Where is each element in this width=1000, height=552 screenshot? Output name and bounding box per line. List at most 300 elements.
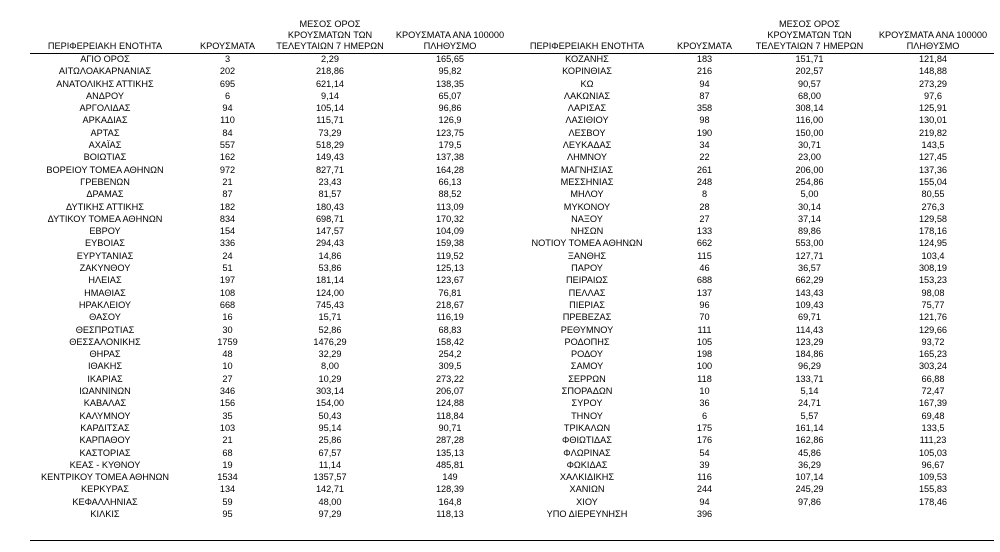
region-cell: ΚΕΦΑΛΛΗΝΙΑΣ [72,496,138,507]
avg-7-days-cell: 181,14 [315,275,345,286]
region-cell: ΧΑΛΚΙΔΙΚΗΣ [559,472,615,483]
region-cell: ΚΙΛΚΙΣ [90,508,120,519]
cases-cell: 59 [222,496,233,507]
table-row [30,287,994,299]
table-row [30,201,994,213]
cases-cell: 688 [696,275,713,286]
table-row [30,483,994,495]
table-row [30,139,994,151]
cases-cell: 27 [699,213,710,224]
cases-cell: 22 [699,152,710,163]
cases-cell: 190 [696,127,713,138]
cases-cell: 51 [222,263,233,274]
avg-7-days-cell: 308,14 [795,103,824,114]
header-cases: ΚΡΟΥΣΜΑΤΑ [199,41,256,51]
per-100k-cell: 66,13 [438,176,462,187]
cases-cell: 198 [696,349,713,360]
table-row [30,250,994,262]
table-row [30,53,994,65]
table-row [30,65,994,77]
cases-cell: 154 [219,226,236,237]
per-100k-cell: 118,84 [436,410,464,421]
region-cell: ΧΙΟΥ [576,496,598,507]
region-cell: ΜΕΣΣΗΝΙΑΣ [560,176,614,187]
region-cell: ΣΠΟΡΑΔΩΝ [561,386,613,397]
cases-cell: 103 [219,422,236,433]
region-cell: ΛΑΚΩΝΙΑΣ [563,90,611,101]
table-row [30,311,994,323]
avg-7-days-cell: 827,71 [315,164,345,175]
header-cases: ΚΡΟΥΣΜΑΤΑ [676,41,733,51]
per-100k-cell: 123,75 [435,127,465,138]
table-row [30,385,994,397]
per-100k-cell: 485,81 [435,459,465,470]
cases-cell: 16 [222,312,233,323]
cases-cell: 134 [219,484,236,495]
table-row [30,274,994,286]
avg-7-days-cell: 115,71 [316,115,344,126]
region-cell: ΑΝΑΤΟΛΙΚΗΣ ΑΤΤΙΚΗΣ [56,78,154,89]
per-100k-cell: 121,84 [918,54,948,64]
cases-cell: 216 [696,66,713,77]
avg-7-days-cell: 73,29 [318,127,342,138]
cases-cell: 176 [696,435,713,446]
region-cell: ΚΟΖΑΝΗΣ [565,54,609,64]
cases-cell: 110 [220,115,235,126]
per-100k-cell: 88,52 [438,189,462,200]
region-cell: ΘΗΡΑΣ [89,349,121,360]
cases-cell: 108 [219,287,236,298]
avg-7-days-cell: 81,57 [318,189,342,200]
per-100k-cell: 130,01 [918,115,948,126]
cases-cell: 175 [696,422,713,433]
table-body [30,53,994,520]
region-cell: ΑΡΤΑΣ [90,127,120,138]
per-100k-cell: 66,88 [921,373,945,384]
cases-cell: 118 [697,373,712,384]
cases-cell: 19 [222,459,233,470]
region-cell: ΥΠΟ ΔΙΕΡΕΥΝΗΣΗ [546,508,628,519]
cases-cell: 96 [699,299,710,310]
region-cell: ΕΥΒΟΙΑΣ [85,238,125,249]
region-cell: ΣΥΡΟΥ [571,398,603,409]
header-per-100k: ΚΡΟΥΣΜΑΤΑ ΑΝΑ 100000 ΠΛΗΘΥΣΜΟ [878,30,988,51]
avg-7-days-cell: 95,14 [318,422,342,433]
avg-7-days-cell: 698,71 [315,213,345,224]
per-100k-cell: 276,3 [921,201,945,212]
per-100k-cell: 124,95 [918,238,948,249]
avg-7-days-cell: 154,00 [315,398,345,409]
cases-cell: 35 [222,410,233,421]
header-region: ΠΕΡΙΦΕΡΕΙΑΚΗ ΕΝΟΤΗΤΑ [47,41,163,51]
per-100k-cell: 118,13 [436,508,464,519]
avg-7-days-cell: 162,86 [795,435,824,446]
region-cell: ΜΗΛΟΥ [570,189,604,200]
region-cell: ΡΟΔΟΠΗΣ [564,336,610,347]
avg-7-days-cell: 127,71 [795,250,824,261]
per-100k-cell: 76,81 [438,287,462,298]
per-100k-cell: 90,71 [438,422,462,433]
region-cell: ΡΟΔΟΥ [570,349,603,360]
avg-7-days-cell: 202,57 [795,66,824,77]
cases-cell: 46 [699,263,710,274]
avg-7-days-cell: 109,43 [795,299,824,310]
region-cell: ΚΑΣΤΟΡΙΑΣ [79,447,131,458]
per-100k-cell: 155,83 [918,484,948,495]
avg-7-days-cell: 11,14 [318,459,342,470]
region-cell: ΗΛΕΙΑΣ [88,275,122,286]
region-cell: ΑΡΚΑΔΙΑΣ [82,115,128,126]
header-avg-7-days: ΜΕΣΟΣ ΟΡΟΣ ΚΡΟΥΣΜΑΤΩΝ ΤΩΝ ΤΕΛΕΥΤΑΙΩΝ 7 ΗΜΕΡΩΝ [755,19,864,51]
per-100k-cell: 137,38 [435,152,465,163]
cases-cell: 3 [224,54,231,64]
table-row [30,360,994,372]
cases-cell: 10 [222,361,233,372]
cases-cell: 133 [696,226,713,237]
avg-7-days-cell: 218,86 [315,66,345,77]
region-cell: ΑΝΔΡΟΥ [85,90,124,101]
cases-cell: 68 [222,447,233,458]
table-row [30,447,994,459]
table-row [30,299,994,311]
per-100k-cell: 123,67 [435,275,465,286]
avg-7-days-cell: 303,14 [315,386,345,397]
region-cell: ΛΗΜΝΟΥ [566,152,608,163]
per-100k-cell: 303,24 [918,361,948,372]
region-cell: ΚΕΡΚΥΡΑΣ [81,484,129,495]
region-cell: ΗΜΑΘΙΑΣ [84,287,126,298]
table-row [30,90,994,102]
avg-7-days-cell: 147,57 [315,226,345,237]
avg-7-days-cell: 294,43 [315,238,345,249]
region-cell: ΦΘΙΩΤΙΔΑΣ [561,435,612,446]
per-100k-cell: 137,36 [918,164,948,175]
per-100k-cell: 103,4 [921,250,945,261]
avg-7-days-cell: 96,29 [798,361,821,372]
avg-7-days-cell: 14,86 [318,250,342,261]
avg-7-days-cell: 143,43 [795,287,824,298]
per-100k-cell: 133,5 [921,422,945,433]
avg-7-days-cell: 89,86 [798,226,821,237]
cases-cell: 39 [699,459,710,470]
cases-cell: 28 [699,201,710,212]
region-cell: ΚΑΡΔΙΤΣΑΣ [80,422,130,433]
avg-7-days-cell: 105,14 [315,103,345,114]
region-cell: ΒΟΡΕΙΟΥ ΤΟΜΕΑ ΑΘΗΝΩΝ [46,164,164,175]
region-cell: ΝΗΣΩΝ [570,226,604,237]
header-per-100k: ΚΡΟΥΣΜΑΤΑ ΑΝΑ 100000 ΠΛΗΘΥΣΜΟ [395,30,505,51]
region-cell: ΔΡΑΜΑΣ [86,189,124,200]
avg-7-days-cell: 245,29 [795,484,824,495]
per-100k-cell: 164,28 [435,164,465,175]
region-cell: ΣΑΜΟΥ [570,361,604,372]
cases-cell: 21 [222,176,233,187]
cases-cell: 662 [696,238,713,249]
cases-cell: 162 [219,152,236,163]
avg-7-days-cell: 553,00 [795,238,824,249]
region-cell: ΜΥΚΟΝΟΥ [563,201,611,212]
region-cell: ΕΒΡΟΥ [89,226,121,237]
avg-7-days-cell: 621,14 [315,78,345,89]
per-100k-cell: 68,83 [438,324,462,335]
cases-cell: 261 [696,164,713,175]
avg-7-days-cell: 114,43 [795,324,824,335]
cases-cell: 834 [219,213,236,224]
cases-cell: 24 [222,250,233,261]
region-cell: ΚΑΛΥΜΝΟΥ [79,410,131,421]
region-cell: ΕΥΡΥΤΑΝΙΑΣ [76,250,134,261]
avg-7-days-cell: 90,57 [798,78,821,89]
cases-table [30,11,994,541]
table-header [30,11,994,54]
table-row [30,373,994,385]
region-cell: ΔΥΤΙΚΟΥ ΤΟΜΕΑ ΑΘΗΝΩΝ [47,213,163,224]
per-100k-cell: 126,9 [438,115,462,126]
table-row [30,508,994,520]
avg-7-days-cell: 107,14 [795,472,824,483]
per-100k-cell: 109,53 [918,472,948,483]
region-cell: ΙΩΑΝΝΙΝΩΝ [79,386,131,397]
table-row [30,78,994,90]
avg-7-days-cell: 161,14 [795,422,824,433]
per-100k-cell: 149 [442,472,458,483]
cases-cell: 346 [219,386,236,397]
region-cell: ΚΕΑΣ - ΚΥΘΝΟΥ [69,459,141,470]
per-100k-cell: 125,13 [435,263,465,274]
avg-7-days-cell: 180,43 [315,201,345,212]
table-row [30,114,994,126]
region-cell: ΓΡΕΒΕΝΩΝ [80,176,130,187]
per-100k-cell: 309,5 [438,361,462,372]
region-cell: ΣΕΡΡΩΝ [568,373,606,384]
table-row [30,102,994,114]
table-row [30,176,994,188]
cases-cell: 557 [219,140,236,151]
per-100k-cell: 159,38 [435,238,465,249]
avg-7-days-cell: 124,00 [315,287,345,298]
per-100k-cell: 135,13 [435,447,465,458]
region-cell: ΦΛΩΡΙΝΑΣ [563,447,611,458]
cases-cell: 105 [696,336,713,347]
table-row [30,459,994,471]
cases-cell: 115 [697,250,712,261]
cases-cell: 34 [699,140,710,151]
avg-7-days-cell: 67,57 [318,447,342,458]
per-100k-cell: 167,39 [918,398,948,409]
cases-cell: 182 [219,201,236,212]
cases-cell: 94 [222,103,233,114]
cases-cell: 30 [222,324,233,335]
region-cell: ΤΗΝΟΥ [571,410,603,421]
per-100k-cell: 72,47 [921,386,945,397]
cases-cell: 84 [222,127,233,138]
avg-7-days-cell: 97,29 [318,508,342,519]
per-100k-cell: 165,65 [435,54,465,64]
per-100k-cell: 254,2 [438,349,462,360]
avg-7-days-cell: 5,57 [800,410,819,421]
cases-cell: 972 [219,164,236,175]
per-100k-cell: 96,67 [921,459,945,470]
avg-7-days-cell: 123,29 [795,336,824,347]
per-100k-cell: 124,88 [435,398,465,409]
table-row [30,164,994,176]
avg-7-days-cell: 10,29 [318,373,342,384]
per-100k-cell: 95,82 [438,66,462,77]
per-100k-cell: 69,48 [921,410,945,421]
per-100k-cell: 308,19 [918,263,948,274]
per-100k-cell: 158,42 [435,336,465,347]
cases-cell: 87 [699,90,710,101]
per-100k-cell: 111,23 [919,435,947,446]
table-row [30,336,994,348]
per-100k-cell: 273,22 [435,373,465,384]
per-100k-cell: 219,82 [918,127,948,138]
avg-7-days-cell: 23,00 [798,152,821,163]
cases-cell: 94 [699,78,710,89]
avg-7-days-cell: 1357,57 [313,472,347,483]
avg-7-days-cell: 133,71 [795,373,824,384]
cases-cell: 358 [696,103,713,114]
per-100k-cell: 143,5 [921,140,945,151]
cases-cell: 202 [219,66,236,77]
per-100k-cell: 93,72 [921,336,945,347]
avg-7-days-cell: 142,71 [315,484,345,495]
table-row [30,397,994,409]
avg-7-days-cell: 37,14 [798,213,821,224]
avg-7-days-cell: 36,29 [798,459,821,470]
table-row [30,434,994,446]
per-100k-cell: 178,16 [918,226,948,237]
cases-cell: 668 [219,299,236,310]
avg-7-days-cell: 1476,29 [313,336,347,347]
region-cell: ΒΟΙΩΤΙΑΣ [83,152,127,163]
region-cell: ΝΟΤΙΟΥ ΤΟΜΕΑ ΑΘΗΝΩΝ [531,238,643,249]
avg-7-days-cell: 206,00 [795,164,824,175]
per-100k-cell: 273,29 [918,78,948,89]
avg-7-days-cell: 2,29 [321,54,339,64]
region-cell: ΔΥΤΙΚΗΣ ΑΤΤΙΚΗΣ [66,201,144,212]
region-cell: ΚΕΝΤΡΙΚΟΥ ΤΟΜΕΑ ΑΘΗΝΩΝ [40,472,170,483]
cases-cell: 137 [696,287,713,298]
avg-7-days-cell: 15,71 [318,312,342,323]
avg-7-days-cell: 45,86 [798,447,821,458]
region-cell: ΑΙΤΩΛΟΑΚΑΡΝΑΝΙΑΣ [58,66,152,77]
cases-cell: 95 [222,508,233,519]
per-100k-cell: 179,5 [438,140,462,151]
cases-cell: 183 [696,54,713,64]
per-100k-cell: 127,45 [918,152,948,163]
region-cell: ΠΕΙΡΑΙΩΣ [566,275,608,286]
per-100k-cell: 128,39 [435,484,465,495]
table-row [30,225,994,237]
region-cell: ΜΑΓΝΗΣΙΑΣ [560,164,614,175]
avg-7-days-cell: 50,43 [318,410,342,421]
region-cell: ΛΕΣΒΟΥ [568,127,606,138]
region-cell: ΑΓΙΟ ΟΡΟΣ [80,54,130,64]
per-100k-cell: 164,8 [438,496,462,507]
avg-7-days-cell: 30,14 [798,201,821,212]
cases-cell: 36 [699,398,710,409]
region-cell: ΘΕΣΣΑΛΟΝΙΚΗΣ [69,336,141,347]
avg-7-days-cell: 5,00 [800,189,819,200]
avg-7-days-cell: 48,00 [318,496,342,507]
avg-7-days-cell: 97,86 [798,496,821,507]
region-cell: ΚΑΡΠΑΘΟΥ [79,435,131,446]
cases-cell: 248 [696,176,713,187]
per-100k-cell: 105,03 [918,447,948,458]
cases-cell: 54 [699,447,710,458]
per-100k-cell: 119,52 [436,250,464,261]
cases-cell: 156 [219,398,236,409]
region-cell: ΞΑΝΘΗΣ [567,250,607,261]
avg-7-days-cell: 30,71 [798,140,821,151]
cases-cell: 98 [699,115,710,126]
avg-7-days-cell: 36,57 [798,263,821,274]
table-row [30,348,994,360]
region-cell: ΠΕΛΛΑΣ [568,287,606,298]
per-100k-cell: 104,09 [435,226,465,237]
cases-cell: 100 [696,361,713,372]
region-cell: ΤΡΙΚΑΛΩΝ [563,422,611,433]
per-100k-cell: 65,07 [438,90,462,101]
region-cell: ΠΡΕΒΕΖΑΣ [562,312,612,323]
region-cell: ΠΙΕΡΙΑΣ [569,299,605,310]
avg-7-days-cell: 5,14 [800,386,819,397]
header-avg-7-days: ΜΕΣΟΣ ΟΡΟΣ ΚΡΟΥΣΜΑΤΩΝ ΤΩΝ ΤΕΛΕΥΤΑΙΩΝ 7 ΗΜΕΡΩΝ [276,19,384,51]
cases-cell: 244 [696,484,713,495]
per-100k-cell: 113,09 [436,201,464,212]
per-100k-cell: 206,07 [435,386,465,397]
cases-cell: 336 [219,238,236,249]
cases-cell: 116 [697,472,712,483]
cases-cell: 8 [701,189,708,200]
avg-7-days-cell: 69,71 [798,312,821,323]
region-cell: ΧΑΝΙΩΝ [569,484,605,495]
region-cell: ΑΡΓΟΛΙΔΑΣ [79,103,131,114]
cases-cell: 94 [699,496,710,507]
per-100k-cell: 116,19 [436,312,464,323]
region-cell: ΘΑΣΟΥ [89,312,121,323]
region-cell: ΙΚΑΡΙΑΣ [87,373,123,384]
avg-7-days-cell: 8,00 [321,361,339,372]
avg-7-days-cell: 518,29 [315,140,345,151]
cases-cell: 21 [222,435,233,446]
avg-7-days-cell: 662,29 [795,275,824,286]
table-row [30,496,994,508]
cases-cell: 197 [219,275,236,286]
region-cell: ΘΕΣΠΡΩΤΙΑΣ [75,324,135,335]
avg-7-days-cell: 151,71 [795,54,824,64]
region-cell: ΗΡΑΚΛΕΙΟΥ [78,299,132,310]
table-row [30,127,994,139]
table-row [30,237,994,249]
avg-7-days-cell: 184,86 [795,349,824,360]
region-cell: ΠΑΡΟΥ [571,263,603,274]
avg-7-days-cell: 745,43 [315,299,345,310]
per-100k-cell: 287,28 [435,435,465,446]
cases-cell: 27 [222,373,233,384]
per-100k-cell: 148,88 [918,66,948,77]
avg-7-days-cell: 23,43 [318,176,342,187]
per-100k-cell: 155,04 [918,176,948,187]
per-100k-cell: 129,58 [918,213,948,224]
region-cell: ΚΩ [580,78,594,89]
table-row [30,151,994,163]
cases-cell: 6 [701,410,708,421]
avg-7-days-cell: 32,29 [318,349,342,360]
table-row [30,471,994,483]
per-100k-cell: 218,67 [435,299,465,310]
